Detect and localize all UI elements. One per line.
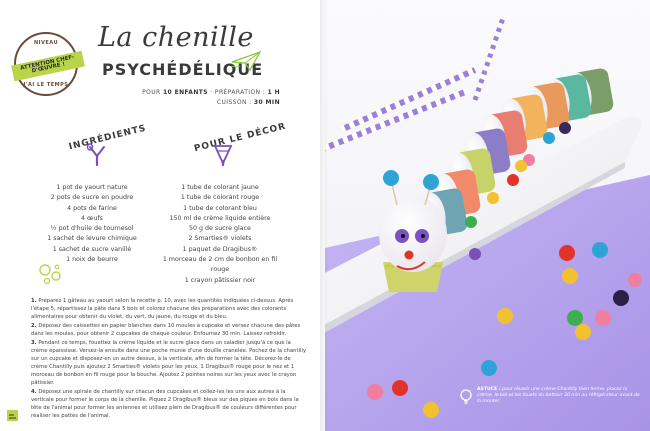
photo-illustration: [325, 0, 650, 431]
meta-cook-label: CUISSON :: [216, 99, 254, 106]
recipe-title: La chenille: [98, 22, 254, 53]
ingredients-title: INGRÉDIENTS: [67, 123, 148, 153]
step-number: 1.: [31, 298, 37, 304]
recipe-steps: [31, 297, 307, 421]
list-item: 150 ml de crème liquide entière: [169, 214, 271, 222]
meta-prep-time: 1 H: [267, 89, 280, 96]
step-text: Préparez 1 gâteau au yaourt selon la recette p. 10, avec les quantités indiquées ci-dessus. Après l'étape 5, répartissez la pâte dans 5 bols et colorez chacune des préparations avec des colorants alimentaires pour obtenir du violet, du vert, du jaune, du rouge et du bleu.: [31, 298, 294, 321]
tip-label: ASTUCE :: [477, 387, 501, 392]
decor-title: POUR LE DÉCOR: [193, 121, 288, 155]
list-item: 1 sachet de sucre vanillé: [52, 245, 132, 253]
lightbulb-icon: [459, 389, 473, 405]
list-item: 4 œufs: [81, 214, 103, 222]
page-gutter: [320, 0, 328, 431]
list-item: 1 morceau de 2 cm de bonbon en fil rouge: [162, 256, 278, 274]
tip-box: [477, 387, 641, 423]
list-item: 1 tube de colorant jaune: [181, 184, 259, 191]
meta-line-1: [120, 88, 280, 98]
step-item: [31, 297, 307, 321]
page-corner-icon: [6, 407, 22, 423]
list-item: 4 pots de farine: [67, 204, 117, 212]
badge-banner: [11, 51, 85, 82]
list-item: 1 crayon pâtissier noir: [184, 276, 256, 284]
tip-text: pour réussir une crème Chantilly bien ferme, placez la crème, le bol et les fouets du batteur 30 min au réfrigérateur avant de la monter.: [477, 387, 640, 405]
badge-banner-text: ATTENTION CHEF-D'ŒUVRE !: [19, 53, 75, 75]
piping-bag-icon: [211, 143, 235, 167]
step-text: Déposez des caissettes en papier blanches dans 10 moules à cupcake et versez chacune des pâtes dans les moules, pour obtenir 2 cupcakes de chaque couleur. Enfournez 30 min. Laissez refroidir.: [31, 322, 301, 337]
badge-bottom-text: J'AI LE TEMPS: [23, 82, 69, 88]
step-item: [31, 339, 307, 388]
recipe-meta: [120, 88, 280, 108]
step-item: [31, 388, 307, 420]
difficulty-badge: [14, 32, 78, 96]
list-item: 1 pot de yaourt nature: [56, 184, 128, 191]
caterpillar-photo: [325, 0, 650, 431]
decor-list: [158, 183, 282, 286]
meta-servings-prefix: POUR: [142, 89, 163, 96]
badge-top-text: NIVEAU: [33, 40, 59, 46]
step-number: 2.: [31, 322, 37, 329]
step-text: Déposez une spirale de chantilly sur chacun des cupcakes et collez-les les uns aux autres à la verticale pour former le corps de la chenille. Piquez 2 Dragibus® bleus sur des piques en bois dans la tête de l'animal pour former les antennes et utilisez plein de Dragibus® de couleurs différentes pour réaliser les pattes de l'animal.: [31, 388, 299, 420]
list-item: 50 g de sucre glace: [189, 225, 251, 233]
whisk-icon: [85, 143, 109, 167]
step-text: Pendant ce temps, fouettez la crème liquide et le sucre glace dans un saladier jusqu'à ce que la crème épaississe. Versez-la ensuite dans une poche munie d'une douille cranelée. Pochez de la chantilly sur un cupcake et disposez-en un autre dessus, à la verticale, afin de former la tête. Décorez-le de crème Chantilly puis ajoutez 2 Smarties® violets pour les yeux, 1 Dragibus® rouge pour le nez et 1 morceau de bonbon en fil rouge pour la bouche. Ajoutez 2 pointes noires sur les yeux avec le crayon pâtissier.: [31, 339, 307, 387]
step-item: [31, 322, 307, 338]
ingredients-list: [36, 183, 148, 265]
list-item: 1 tube de colorant bleu: [183, 204, 257, 212]
meta-cook-time: 30 MIN: [253, 99, 280, 106]
list-item: 2 pots de sucre en poudre: [50, 194, 134, 202]
list-item: 1 noix de beurre: [66, 256, 118, 264]
bubbles-icon: [38, 262, 64, 286]
meta-line-2: [120, 98, 280, 108]
recipe-subtitle: PSYCHÉDÉLIQUE: [102, 60, 264, 79]
meta-prep-label: · PRÉPARATION :: [208, 89, 268, 96]
paper-plane-icon: [230, 50, 262, 72]
list-item: ½ pot d'huile de tournesol: [50, 225, 134, 233]
list-item: 1 sachet de levure chimique: [47, 235, 137, 243]
list-item: 1 paquet de Dragibus®: [182, 245, 258, 253]
list-item: 1 tube de colorant rouge: [180, 194, 260, 202]
list-item: 2 Smarties® violets: [188, 235, 252, 243]
step-number: 4.: [31, 388, 37, 395]
step-number: 3.: [31, 339, 37, 346]
meta-servings: 10 ENFANTS: [162, 89, 208, 96]
